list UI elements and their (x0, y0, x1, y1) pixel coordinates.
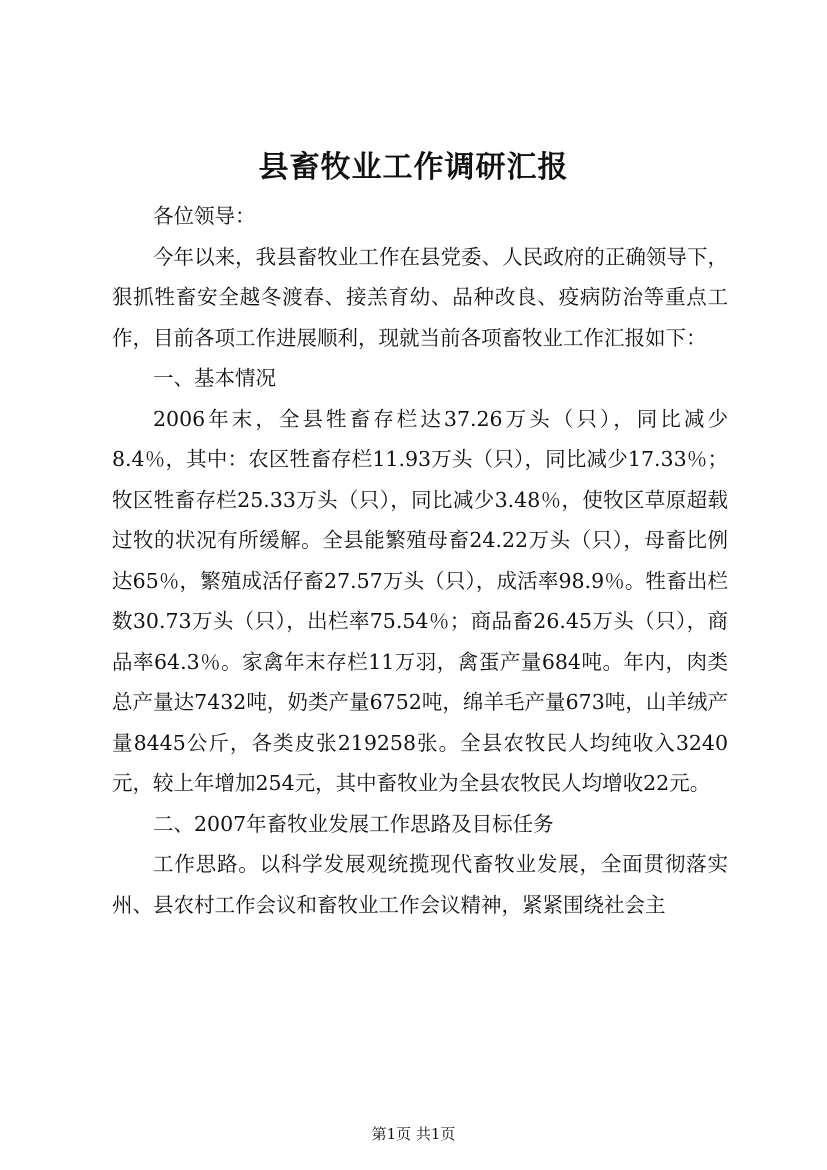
work-approach-paragraph: 工作思路。以科学发展观统揽现代畜牧业发展，全面贯彻落实州、县农村工作会议和畜牧业工作会议精神，紧紧围绕社会主 (112, 852, 728, 917)
intro-paragraph: 今年以来，我县畜牧业工作在县党委、人民政府的正确领导下，狠抓牲畜安全越冬渡春、接羔育幼、品种改良、疫病防治等重点工作，目前各项工作进展顺利，现就当前各项畜牧业工作汇报如下： (112, 244, 728, 350)
section-heading-basic-situation: 一、基本情况 (153, 366, 276, 390)
document-body (112, 196, 728, 925)
page-footer: 第1页 共1页 (371, 1125, 456, 1143)
document-title: 县畜牧业工作调研汇报 (258, 150, 569, 185)
section-heading-2007-plan: 二、2007年畜牧业发展工作思路及目标任务 (153, 811, 554, 836)
salutation: 各位领导： (153, 204, 256, 228)
statistics-paragraph: 2006年末，全县牲畜存栏达37.26万头（只），同比减少8.4％，其中：农区牲畜存栏11.93万头（只），同比减少17.33％；牧区牲畜存栏25.33万头（只），同比减少3.48％，使牧区草原超载过牧的状况有所缓解。全县能繁殖母畜24.22万头（只），母畜比例达65％，繁殖成活仔畜27.57万头（只），成活率98.9％。牲畜出栏数30.73万头（只），出栏率75.54％；商品畜26.45万头（只），商品率64.3％。家禽年末存栏11万羽，禽蛋产量684吨。年内，肉类总产量达7432吨，奶类产量6752吨，绵羊毛产量673吨，山羊绒产量8445公斤，各类皮张219258张。全县农牧民人均纯收入3240元，较上年增加254元，其中畜牧业为全县农牧民人均增收22元。 (112, 406, 728, 795)
